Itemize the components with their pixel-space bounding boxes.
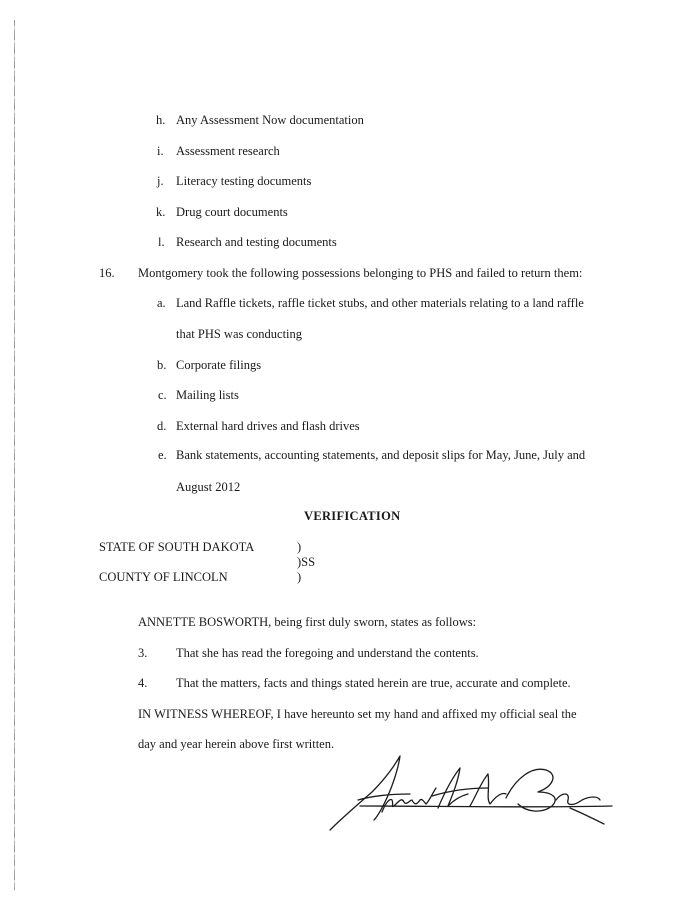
verification-item-text: That she has read the foregoing and understand the contents. bbox=[176, 646, 479, 660]
sworn-statement: ANNETTE BOSWORTH, being first duly sworn, states as follows: bbox=[138, 615, 477, 629]
venue-state: STATE OF SOUTH DAKOTA bbox=[99, 540, 255, 554]
list-marker: e. bbox=[158, 448, 167, 462]
venue-bracket: ) bbox=[297, 540, 302, 554]
list-item-text: Bank statements, accounting statements, and deposit slips for May, June, July and bbox=[176, 448, 586, 462]
signature-image bbox=[320, 748, 620, 838]
verification-item-number: 3. bbox=[138, 646, 148, 660]
verification-item-text: That the matters, facts and things stated herein are true, accurate and complete. bbox=[176, 676, 571, 690]
list-marker: c. bbox=[158, 388, 167, 402]
list-marker: h. bbox=[156, 113, 166, 127]
paragraph-text: Montgomery took the following possessions belonging to PHS and failed to return them: bbox=[138, 266, 583, 280]
list-item-text: Literacy testing documents bbox=[176, 174, 312, 188]
list-marker: i. bbox=[157, 144, 164, 158]
list-item-continuation: that PHS was conducting bbox=[176, 327, 303, 341]
list-marker: j. bbox=[157, 174, 164, 188]
list-item-text: Assessment research bbox=[176, 144, 280, 158]
list-item-text: Any Assessment Now documentation bbox=[176, 113, 364, 127]
witness-line: day and year herein above first written. bbox=[138, 737, 335, 751]
witness-line: IN WITNESS WHEREOF, I have hereunto set my hand and affixed my official seal the bbox=[138, 707, 577, 721]
list-marker: b. bbox=[157, 358, 167, 372]
list-marker: d. bbox=[157, 419, 167, 433]
venue-ss: )SS bbox=[297, 555, 316, 569]
list-item-text: Mailing lists bbox=[176, 388, 239, 402]
list-item-text: Drug court documents bbox=[176, 205, 288, 219]
list-item-text: External hard drives and flash drives bbox=[176, 419, 360, 433]
list-item-text: Land Raffle tickets, raffle ticket stubs, and other materials relating to a land raffle bbox=[176, 296, 584, 310]
list-marker: k. bbox=[156, 205, 166, 219]
list-item-text: Corporate filings bbox=[176, 358, 262, 372]
list-marker: a. bbox=[157, 296, 166, 310]
page-edge-line bbox=[14, 20, 15, 890]
verification-heading: VERIFICATION bbox=[304, 509, 401, 523]
paragraph-number: 16. bbox=[99, 266, 115, 280]
list-item-continuation: August 2012 bbox=[176, 480, 241, 494]
venue-bracket: ) bbox=[297, 570, 302, 584]
list-marker: l. bbox=[158, 235, 165, 249]
venue-county: COUNTY OF LINCOLN bbox=[99, 570, 228, 584]
verification-item-number: 4. bbox=[138, 676, 148, 690]
list-item-text: Research and testing documents bbox=[176, 235, 337, 249]
